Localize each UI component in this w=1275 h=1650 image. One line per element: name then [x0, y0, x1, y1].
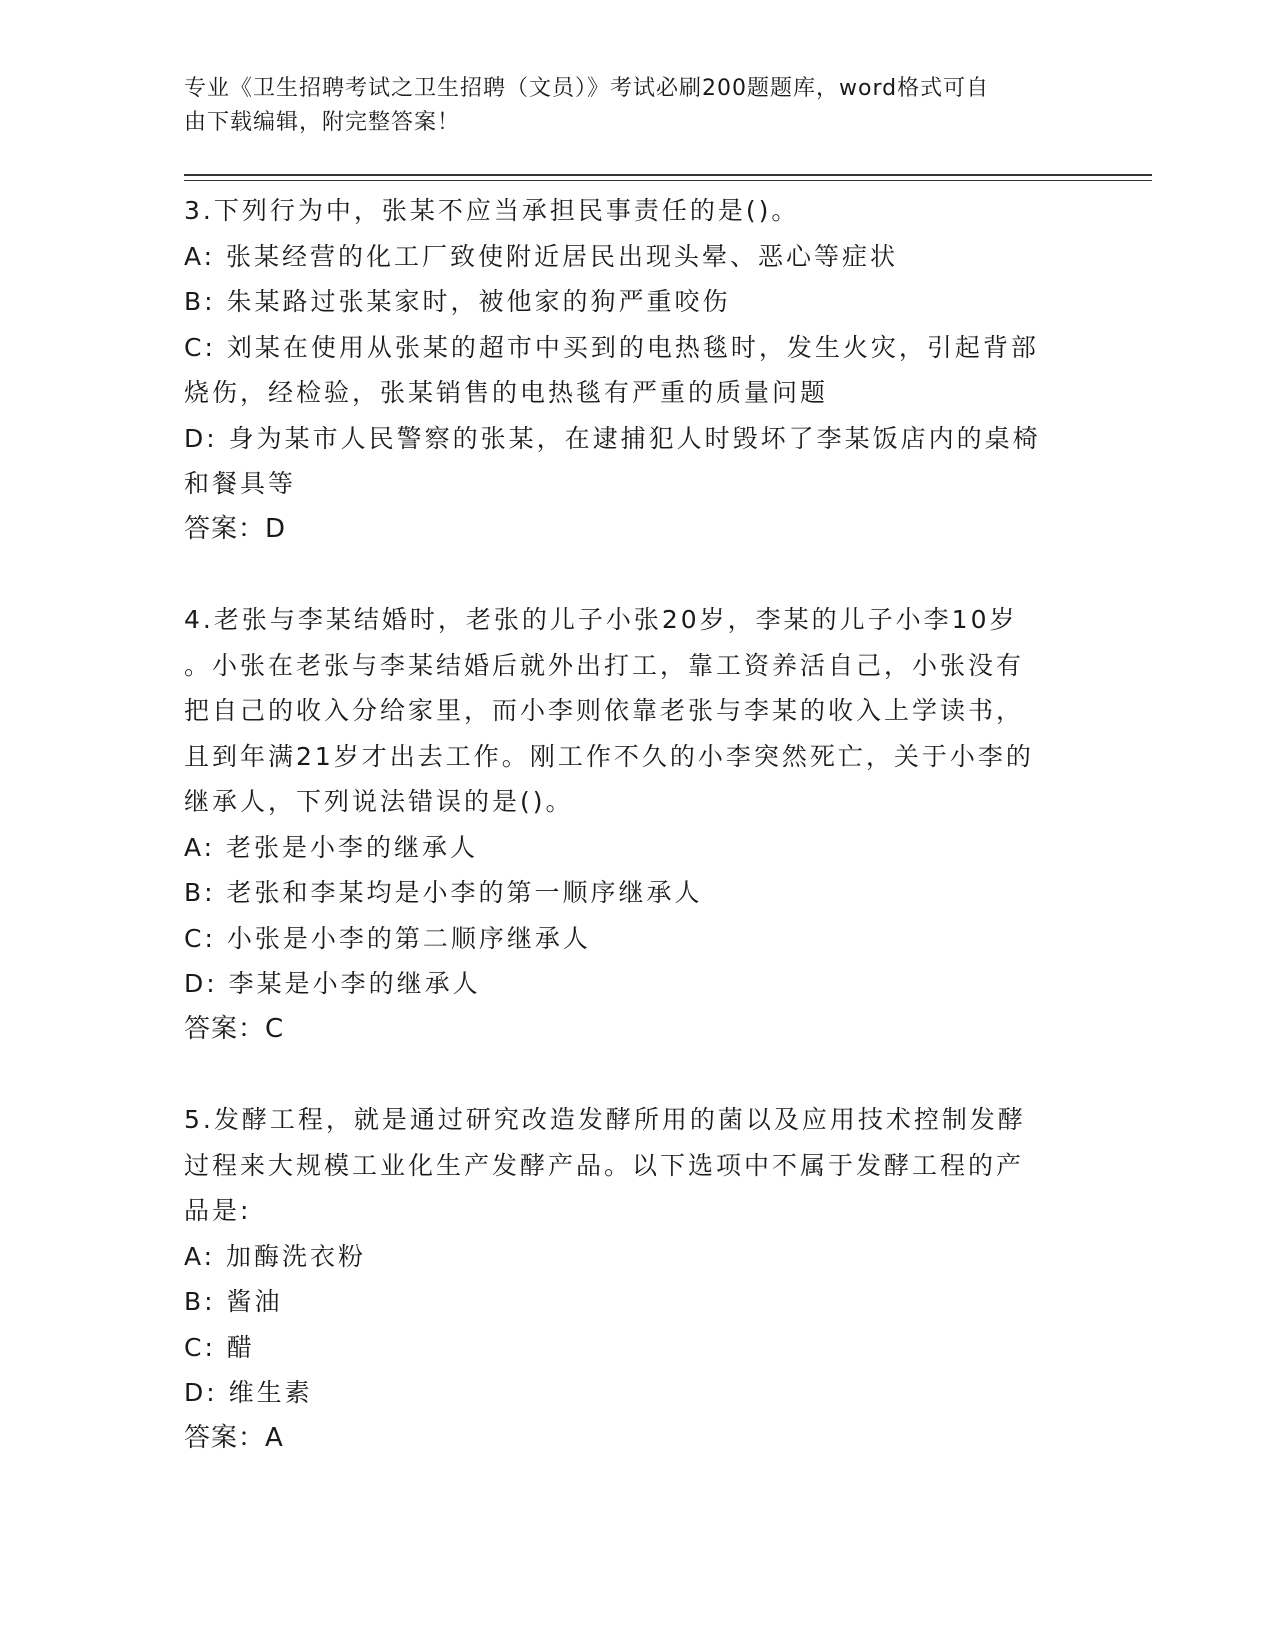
option-c: C: 醋 — [184, 1332, 255, 1362]
document-header — [184, 72, 1064, 140]
question-list — [184, 188, 1084, 1506]
header-line-1: 专业《卫生招聘考试之卫生招聘（文员）》考试必刷200题题库，word格式可自 — [184, 76, 990, 101]
option-d-continued: 和餐具等 — [184, 469, 297, 498]
option-c: C: 刘某在使用从张某的超市中买到的电热毯时，发生火灾，引起背部 — [184, 332, 1039, 362]
option-a: A: 张某经营的化工厂致使附近居民出现头晕、恶心等症状 — [184, 241, 899, 271]
question-text: 过程来大规模工业化生产发酵产品。以下选项中不属于发酵工程的产 — [184, 1150, 1025, 1180]
question-text: 且到年满21岁才出去工作。刚工作不久的小李突然死亡，关于小李的 — [184, 741, 1034, 771]
option-a: A: 加酶洗衣粉 — [184, 1241, 367, 1271]
option-d: D: 李某是小李的继承人 — [184, 969, 481, 998]
option-a: A: 老张是小李的继承人 — [184, 832, 479, 862]
question-text: 品是: — [184, 1196, 252, 1225]
option-b: B: 朱某路过张某家时，被他家的狗严重咬伤 — [184, 287, 731, 316]
header-line-2: 由下载编辑，附完整答案！ — [184, 110, 461, 135]
option-b: B: 酱油 — [184, 1287, 283, 1316]
question-3 — [184, 188, 1084, 552]
question-text: 3.下列行为中，张某不应当承担民事责任的是()。 — [184, 196, 800, 225]
answer-label: 答案：C — [184, 1013, 285, 1044]
option-c-continued: 烧伤，经检验，张某销售的电热毯有严重的质量问题 — [184, 378, 829, 407]
header-divider-thick — [184, 174, 1152, 176]
question-text: 继承人，下列说法错误的是()。 — [184, 787, 574, 816]
question-text: 把自己的收入分给家里，而小李则依靠老张与李某的收入上学读书， — [184, 696, 1025, 725]
header-divider-thin — [184, 180, 1152, 181]
question-5 — [184, 1097, 1084, 1461]
question-text: 4.老张与李某结婚时，老张的儿子小张20岁，李某的儿子小李10岁 — [184, 605, 1018, 634]
question-4 — [184, 597, 1084, 1052]
option-c: C: 小张是小李的第二顺序继承人 — [184, 923, 591, 953]
question-text: 5.发酵工程，就是通过研究改造发酵所用的菌以及应用技术控制发酵 — [184, 1105, 1026, 1134]
option-d: D: 维生素 — [184, 1378, 313, 1407]
option-d: D: 身为某市人民警察的张某，在逮捕犯人时毁坏了李某饭店内的桌椅 — [184, 423, 1041, 453]
answer-label: 答案：D — [184, 513, 287, 544]
question-text: 。小张在老张与李某结婚后就外出打工，靠工资养活自己，小张没有 — [184, 650, 1025, 680]
option-b: B: 老张和李某均是小李的第一顺序继承人 — [184, 878, 703, 907]
answer-label: 答案：A — [184, 1422, 284, 1453]
